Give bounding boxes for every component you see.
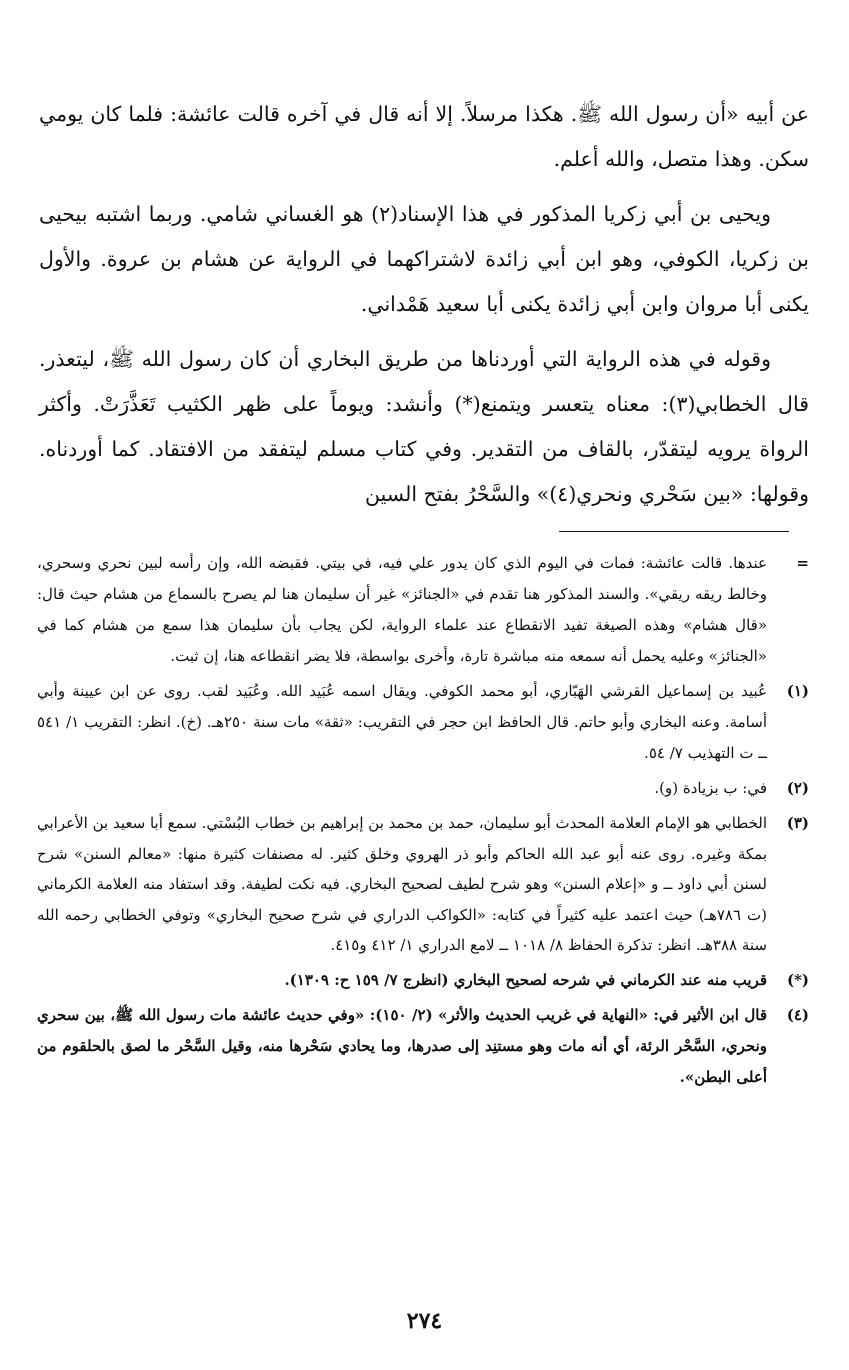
footnote-text: قال ابن الأثير في: «النهاية في غريب الحديث والأثر» (٢/ ١٥٠): «وفي حديث عائشة مات رسول الله ﷺ، بين سحري ونحري، السَّحْر الرئة، أي أنه مات وهو مستنِد إلى صدرها، وما يحادي سَحْرها منه، وقيل السَّحْر ما لصق بالحلقوم من أعلى البطن». [37, 1005, 768, 1086]
footnote [37, 808, 809, 961]
footnote-text: عندها. قالت عائشة: فمات في اليوم الذي كان يدور علي فيه، في بيتي. فقبضه الله، وإن رأسه لبين نحري وسحري، وخالط ريقه ريقي». والسند المذكور هنا تقدم في «الجنائز» غير أن سليمان هنا لم يصرح بالسماع من هشام حيث قال: «قال هشام» وهذه الصيغة تفيد الانقطاع عند علماء الرواية، لكن يجاب بأن سليمان هذا سمع من هشام كما في «الجنائز» وعليه يحمل أنه سمعه منه مباشرة تارة، وأخرى بواسطة، فلا يضر انقطاعه هنا، إن ثبت. [37, 554, 767, 665]
footnote-marker: (٢) [786, 779, 809, 797]
footnote [37, 965, 809, 996]
footnote-marker: = [796, 554, 809, 572]
footnote-separator [559, 531, 789, 532]
footnote-marker: (٣) [786, 814, 809, 832]
main-text [39, 92, 809, 527]
footnote [37, 548, 809, 672]
footnotes [37, 548, 809, 1097]
paragraph: عن أبيه «أن رسول الله ﷺ. هكذا مرسلاً. إلا أنه قال في آخره قالت عائشة: فلما كان يومي سكن. وهذا متصل، والله أعلم. [39, 102, 809, 171]
footnote-marker: (١) [786, 682, 809, 700]
footnote-marker: (*) [786, 970, 809, 989]
paragraph: ويحيى بن أبي زكريا المذكور في هذا الإسناد(٢) هو الغساني شامي. وربما اشتبه بيحيى بن زكريا، الكوفي، وهو ابن أبي زائدة لاشتراكهما في الرواية عن هشام بن عروة. والأول يكنى أبا مروان وابن أبي زائدة يكنى أبا سعيد هَمْداني. [39, 202, 809, 316]
footnote-text: الخطابي هو الإمام العلامة المحدث أبو سليمان، حمد بن محمد بن إبراهيم بن خطاب البُسْتي. سمع أبا سعيد بن الأعرابي بمكة وغيره. روى عنه أبو عبد الله الحاكم وأبو ذر الهروي وخلق كثير. له مصنفات كثيرة منها: «معالم السنن» شرح لسنن أبي داود ــ و «إعلام السنن» وهو شرح لطيف لصحيح البخاري. فيه نكت لطيفة. وقد استفاد منه العلامة الكرماني (ت ٧٨٦هـ) حيث اعتمد عليه كثيراً في كتابه: «الكواكب الدراري في شرح صحيح البخاري» وتوفي الخطابي رحمه الله سنة ٣٨٨هـ. انظر: تذكرة الحفاظ ٨/ ١٠١٨ ــ لامع الدراري ١/ ٤١٢ و٤١٥. [37, 814, 767, 954]
footnote-text: عُبيد بن إسماعيل القرشي الهَبّاري، أبو محمد الكوفي. ويقال اسمه عُبَيد الله. وعُبَيد لقب. روى عن ابن عيينة وأبي أسامة. وعنه البخاري وأبو حاتم. قال الحافظ ابن حجر في التقريب: «ثقة» مات سنة ٢٥٠هـ. (خ). انظر: التقريب ١/ ٥٤١ ــ ت التهذيب ٧/ ٥٤. [37, 682, 767, 762]
paragraph: وقوله في هذه الرواية التي أوردناها من طريق البخاري أن كان رسول الله ﷺ، ليتعذر. قال الخطابي(٣): معناه يتعسر ويتمنع(*) وأنشد: ويوماً على ظهر الكثيب تَعَذَّرَتْ. وأكثر الرواة يرويه ليتقدّر، بالقاف من التقدير. وفي كتاب مسلم ليتفقد من الافتقاد. كما أوردناه. وقولها: «بين سَحْري ونحري(٤)» والسَّحْرُ بفتح السين [39, 347, 809, 506]
footnote [37, 676, 809, 769]
page-number: ٢٧٤ [406, 1308, 443, 1334]
footnote-text: قريب منه عند الكرماني في شرحه لصحيح البخاري (انظرج ٧/ ١٥٩ ح: ١٣٠٩). [284, 970, 767, 989]
footnote [37, 773, 809, 804]
footnote [37, 1000, 809, 1093]
footnote-text: في: ب بزيادة (و). [654, 779, 767, 797]
footnote-marker: (٤) [786, 1005, 809, 1024]
